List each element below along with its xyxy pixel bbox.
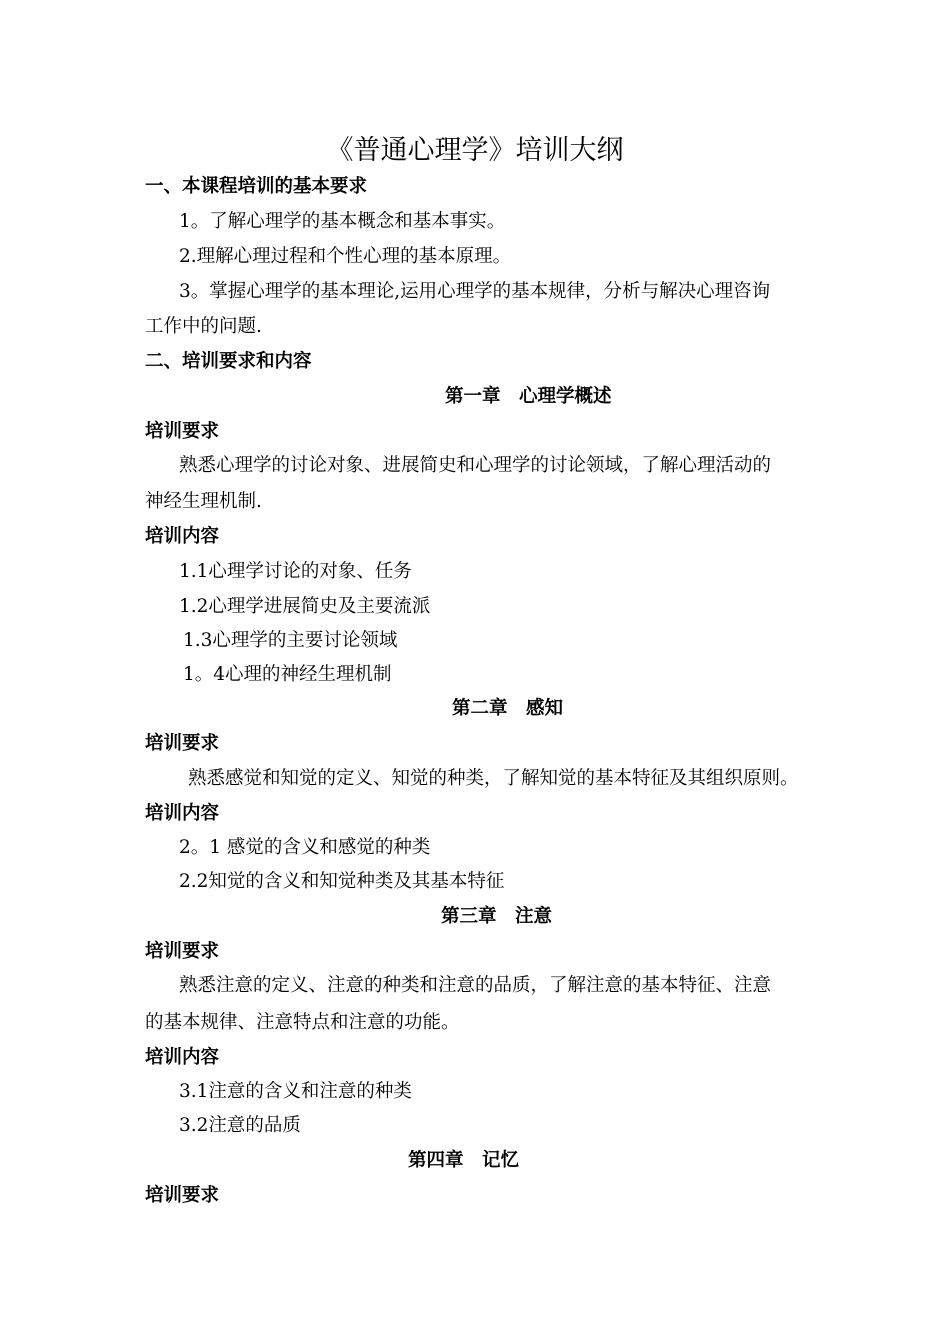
training-requirements-label: 培训要求 — [145, 941, 220, 962]
training-requirements-label: 培训要求 — [145, 1185, 220, 1206]
content-item: 3.1注意的含义和注意的种类 — [179, 1081, 412, 1102]
content-item: 2。1 感觉的含义和感觉的种类 — [179, 837, 431, 858]
content-item: 1.1心理学讨论的对象、任务 — [179, 561, 412, 582]
content-item: 3.2注意的品质 — [179, 1115, 301, 1136]
training-content-label: 培训内容 — [145, 803, 220, 824]
training-content-label: 培训内容 — [145, 526, 220, 547]
requirement-text: 熟悉心理学的讨论对象、进展简史和心理学的讨论领域，了解心理活动的 — [179, 455, 772, 476]
requirement-item: 3。掌握心理学的基本理论,运用心理学的基本规律，分析与解决心理咨询 — [179, 281, 771, 302]
training-requirements-label: 培训要求 — [145, 733, 220, 754]
content-item: 1。4心理的神经生理机制 — [183, 664, 392, 685]
chapter-title: 第二章 感知 — [452, 698, 564, 719]
training-content-label: 培训内容 — [145, 1047, 220, 1068]
content-item: 1.2心理学进展简史及主要流派 — [179, 596, 431, 617]
chapter-title: 第四章 记忆 — [408, 1150, 520, 1171]
section-heading-basic-requirements: 一、本课程培训的基本要求 — [145, 176, 368, 197]
requirement-text: 神经生理机制. — [145, 491, 262, 512]
content-item: 2.2知觉的含义和知觉种类及其基本特征 — [179, 871, 505, 892]
document-title: 《普通心理学》培训大纲 — [326, 135, 624, 166]
requirement-text: 熟悉注意的定义、注意的种类和注意的品质，了解注意的基本特征、注意 — [179, 975, 772, 996]
requirement-text: 的基本规律、注意特点和注意的功能。 — [145, 1012, 460, 1033]
content-item: 1.3心理学的主要讨论领域 — [183, 630, 398, 651]
chapter-title: 第三章 注意 — [441, 906, 553, 927]
chapter-title: 第一章 心理学概述 — [445, 386, 612, 407]
training-requirements-label: 培训要求 — [145, 421, 220, 442]
requirement-item: 2.理解心理过程和个性心理的基本原理。 — [179, 246, 512, 267]
requirement-item-continuation: 工作中的问题. — [145, 316, 262, 337]
requirement-text: 熟悉感觉和知觉的定义、知觉的种类，了解知觉的基本特征及其组织原则。 — [188, 768, 799, 789]
requirement-item: 1。了解心理学的基本概念和基本事实。 — [179, 211, 506, 232]
section-heading-training-content: 二、培训要求和内容 — [145, 351, 312, 372]
